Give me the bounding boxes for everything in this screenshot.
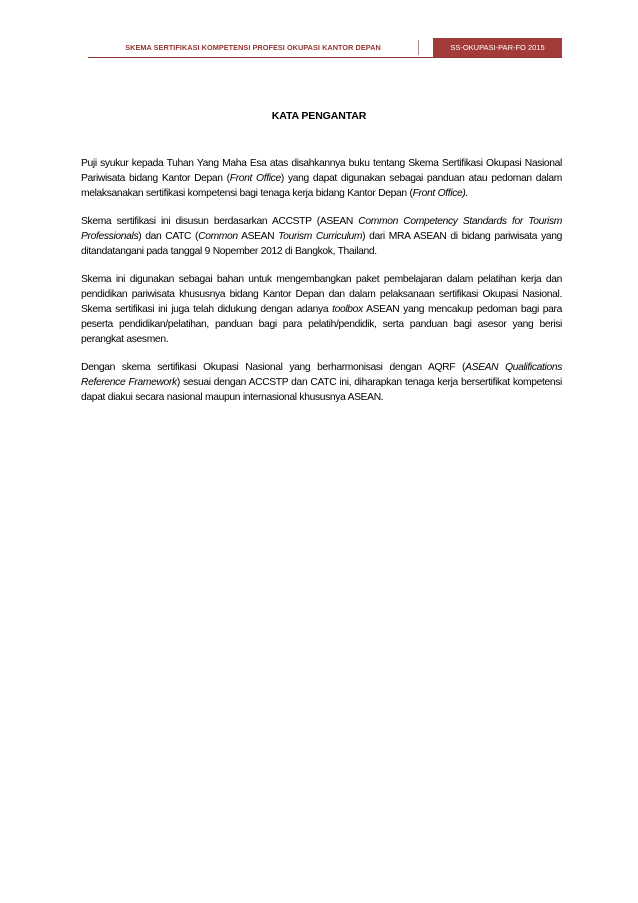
paragraph-3-text-2: ASEAN yang mencakup pedoman bagi para peserta pendidikan/pelatihan, panduan bagi para pelatih/pendidik, serta panduan bagi asesor yang berisi perangkat asesmen. — [81, 303, 562, 345]
paragraph-2-italic-2: Common — [198, 230, 238, 242]
header-document-code: SS-OKUPASI-PAR-FO 2015 — [433, 38, 562, 57]
paragraph-1-text-1: Puji syukur kepada Tuhan Yang Maha Esa atas disahkannya buku tentang Skema Sertifikasi Okupasi Nasional Pariwisata bidang Kantor Depan ( — [81, 158, 562, 185]
paragraph-4 — [81, 360, 562, 405]
paragraph-1-italic-2: Front Office). — [412, 188, 468, 200]
paragraph-4-text-2: ) sesuai dengan ACCSTP dan CATC ini, diharapkan tenaga kerja bersertifikat kompetensi dapat diakui secara nasional maupun internasional khususnya ASEAN. — [81, 376, 562, 403]
header-rule — [88, 57, 562, 58]
paragraph-1-italic-1: Front Office — [229, 173, 281, 185]
paragraph-3-italic-1: toolbox — [332, 303, 363, 315]
paragraph-2-italic-3: Tourism Curriculum — [278, 230, 363, 242]
paragraph-1 — [81, 156, 562, 201]
page-title: KATA PENGANTAR — [271, 110, 367, 122]
header-divider — [418, 40, 419, 55]
paragraph-1-text-2: ) yang dapat digunakan sebagai panduan atau pedoman dalam melaksanakan sertifikasi kompetensi bagi tenaga kerja bidang Kantor Depan ( — [81, 173, 562, 200]
paragraph-2-text-1: Skema sertifikasi ini disusun berdasarkan ACCSTP (ASEAN — [81, 215, 359, 227]
paragraph-2 — [81, 214, 562, 259]
paragraph-2-text-4: ) dari MRA ASEAN di bidang pariwisata yang ditandatangani pada tanggal 9 Nopember 2012 di Bangkok, Thailand. — [81, 230, 562, 257]
header-document-title: SKEMA SERTIFIKASI KOMPETENSI PROFESI OKUPASI KANTOR DEPAN — [125, 43, 381, 52]
paragraph-3 — [81, 272, 562, 347]
paragraph-4-italic-1: ASEAN Qualifications Reference Framework — [81, 361, 562, 388]
paragraph-4-text-1: Dengan skema sertifikasi Okupasi Nasional yang berharmonisasi dengan AQRF ( — [81, 361, 466, 373]
page-header — [88, 38, 562, 57]
paragraph-3-text-1: Skema ini digunakan sebagai bahan untuk mengembangkan paket pembelajaran dalam pelatihan kerja dan pendidikan pariwisata khususnya bidang Kantor Depan dan dalam pelaksanaan sertifikasi Okupasi Nasional. Skema sertifikasi ini juga telah didukung dengan adanya — [81, 273, 562, 315]
paragraph-2-text-3: ASEAN — [237, 230, 279, 242]
body-text — [81, 156, 562, 417]
paragraph-2-text-2: ) dan CATC ( — [138, 230, 199, 242]
paragraph-2-italic-1: Common Competency Standards for Tourism Professionals — [81, 215, 562, 242]
